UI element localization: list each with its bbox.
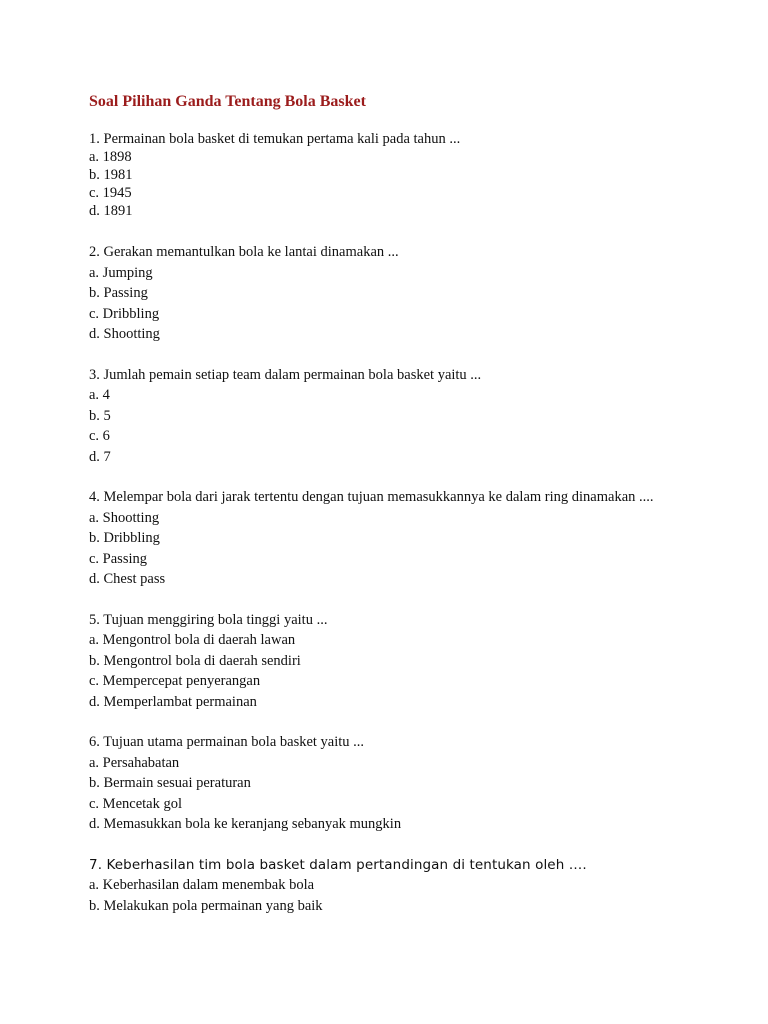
question-7 <box>89 855 729 917</box>
option-b: b. 1981 <box>89 167 133 183</box>
question-text: 7. Keberhasilan tim bola basket dalam pertandingan di tentukan oleh …. <box>89 856 587 873</box>
option-d: d. 7 <box>89 448 111 465</box>
question-text: 4. Melempar bola dari jarak tertentu dengan tujuan memasukkannya ke dalam ring dinamakan .... <box>89 489 654 505</box>
option-a: a. Persahabatan <box>89 754 180 771</box>
option-d: d. Shootting <box>89 326 160 342</box>
document-title: Soal Pilihan Ganda Tentang Bola Basket <box>89 93 366 110</box>
option-c: c. Mempercepat penyerangan <box>89 673 261 689</box>
question-6 <box>89 732 729 835</box>
question-text: 5. Tujuan menggiring bola tinggi yaitu ... <box>89 611 328 628</box>
option-b: b. 5 <box>89 407 111 424</box>
option-d: d. Memperlambat permainan <box>89 693 257 710</box>
question-text: 3. Jumlah pemain setiap team dalam permainan bola basket yaitu ... <box>89 366 482 383</box>
option-d: d. Memasukkan bola ke keranjang sebanyak mungkin <box>89 816 402 832</box>
option-b: b. Melakukan pola permainan yang baik <box>89 897 323 914</box>
question-1 <box>89 130 729 220</box>
question-text: 2. Gerakan memantulkan bola ke lantai dinamakan ... <box>89 244 399 260</box>
option-a: a. Mengontrol bola di daerah lawan <box>89 632 296 648</box>
option-a: a. Jumping <box>89 264 153 281</box>
question-5 <box>89 610 729 713</box>
document-page <box>89 92 729 936</box>
option-b: b. Dribbling <box>89 530 160 546</box>
option-a: a. 1898 <box>89 149 132 165</box>
option-d: d. Chest pass <box>89 571 166 587</box>
question-text: 6. Tujuan utama permainan bola basket yaitu ... <box>89 734 365 750</box>
question-4 <box>89 487 729 590</box>
option-c: c. Mencetak gol <box>89 795 183 812</box>
option-c: c. 1945 <box>89 185 132 201</box>
option-d: d. 1891 <box>89 203 133 219</box>
option-b: b. Passing <box>89 285 148 301</box>
option-b: b. Mengontrol bola di daerah sendiri <box>89 652 301 669</box>
question-2 <box>89 242 729 345</box>
option-a: a. 4 <box>89 387 110 403</box>
option-a: a. Keberhasilan dalam menembak bola <box>89 877 315 893</box>
option-a: a. Shootting <box>89 509 160 526</box>
option-b: b. Bermain sesuai peraturan <box>89 775 251 791</box>
option-c: c. 6 <box>89 428 110 444</box>
option-c: c. Passing <box>89 550 147 567</box>
question-3 <box>89 365 729 468</box>
option-c: c. Dribbling <box>89 305 160 322</box>
question-text: 1. Permainan bola basket di temukan pertama kali pada tahun ... <box>89 131 461 147</box>
